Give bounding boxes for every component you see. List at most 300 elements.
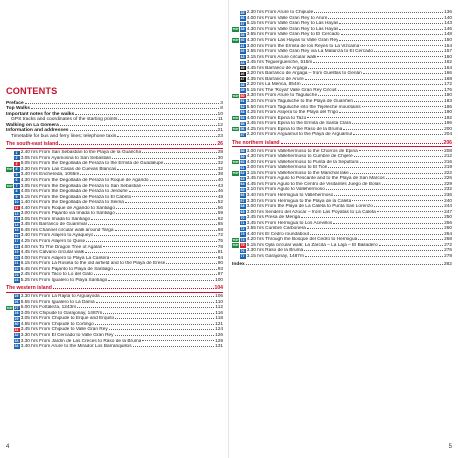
walk-page: 124 bbox=[215, 327, 223, 333]
entry-title: GPS tracks and coordinates of the starting points bbox=[11, 117, 118, 123]
leader-dots bbox=[359, 150, 443, 151]
walk-number-badge: 54 bbox=[240, 115, 245, 120]
top-badge-slot bbox=[232, 22, 239, 26]
walk-page: 28 bbox=[217, 150, 223, 156]
top-badge-slot bbox=[232, 11, 239, 15]
top-badge-slot bbox=[232, 105, 239, 109]
walk-number-badge: 58 bbox=[240, 148, 245, 153]
top-badge-slot bbox=[6, 156, 13, 160]
walk-number-badge: 22 bbox=[14, 267, 19, 272]
walk-number-badge: 15 bbox=[14, 228, 19, 233]
section-heading bbox=[232, 141, 452, 148]
walk-title: 3.30 hrs From Arure to Taguluche bbox=[246, 93, 318, 99]
leader-dots bbox=[125, 202, 217, 203]
top-badge: TOP bbox=[232, 237, 239, 242]
front-matter-entry[interactable] bbox=[6, 134, 223, 139]
top-badge-slot bbox=[6, 294, 13, 298]
index-entry[interactable] bbox=[232, 262, 452, 267]
walk-page: 276 bbox=[444, 248, 452, 254]
walk-number-badge: 5 bbox=[15, 172, 18, 177]
top-badge-slot bbox=[232, 238, 239, 242]
walk-number-badge: 77 bbox=[240, 254, 245, 259]
leader-dots bbox=[334, 195, 443, 196]
entry-page: 8 bbox=[220, 106, 223, 112]
walk-page: 75 bbox=[217, 238, 223, 244]
walk-title: 3.55 hrs Cumbre Carbonera bbox=[246, 226, 306, 232]
walk-page: 93 bbox=[217, 266, 223, 272]
leader-dots bbox=[25, 103, 220, 104]
leader-dots bbox=[358, 239, 443, 240]
walk-title: 3.55 hrs From Valle Gran Rey to El Cercado bbox=[246, 32, 340, 38]
walk-page: 172 bbox=[444, 82, 452, 88]
top-badge-slot bbox=[6, 162, 13, 166]
entry-page: 11 bbox=[217, 117, 223, 123]
walk-title: 3.00 hrs From Pajarito via Imada to Santiago bbox=[20, 211, 115, 217]
top-badge: TOP bbox=[232, 127, 239, 132]
walk-page: 212 bbox=[444, 154, 452, 160]
walk-number-badge: 46 bbox=[240, 71, 245, 76]
walk-title: 5.05 hrs From the Degollada de Peraza to the Ermita de Guadalupe bbox=[20, 161, 164, 167]
walk-page: 247 bbox=[444, 209, 452, 215]
leader-dots bbox=[103, 313, 214, 314]
top-badge-slot bbox=[232, 88, 239, 92]
walk-page: 129 bbox=[215, 338, 223, 344]
top-badge-slot bbox=[232, 99, 239, 103]
walk-title: 2.45 hrs From Taco to Lo del Gato bbox=[20, 272, 93, 278]
walk-title: 4.00 hrs From Vallehermoso to Punta de la Sepultura bbox=[246, 159, 359, 165]
walk-page: 272 bbox=[444, 242, 452, 248]
walk-number-badge: 48 bbox=[240, 82, 245, 87]
leader-dots bbox=[142, 152, 217, 153]
leader-dots bbox=[386, 178, 443, 179]
top-badge-slot bbox=[6, 167, 13, 171]
walk-page: 168 bbox=[444, 76, 452, 82]
leader-dots bbox=[313, 62, 443, 63]
walk-page: 157 bbox=[444, 49, 452, 55]
leader-dots bbox=[85, 252, 217, 253]
walk-number-badge: 43 bbox=[240, 54, 245, 59]
walk-number-badge: 32 bbox=[14, 333, 19, 338]
walk-number-badge: 55 bbox=[240, 121, 245, 126]
leader-dots bbox=[301, 217, 443, 218]
top-badge-slot bbox=[232, 204, 239, 208]
walk-title: 4.30 hrs From Las Hayas to Valle Gran Rey bbox=[246, 38, 339, 43]
walk-page: 154 bbox=[444, 43, 452, 49]
top-badge-slot bbox=[6, 250, 13, 254]
top-badge-slot bbox=[232, 44, 239, 48]
walk-page: 59 bbox=[217, 211, 223, 217]
leader-dots bbox=[75, 114, 216, 115]
walk-number-badge: 56 bbox=[240, 127, 245, 132]
walk-page: 240 bbox=[444, 198, 452, 204]
walk-number-badge: 37 bbox=[240, 21, 245, 26]
walk-page: 196 bbox=[444, 121, 452, 127]
walk-number-badge: 71 bbox=[240, 221, 245, 226]
top-badge: TOP bbox=[232, 27, 239, 32]
top-badge-slot bbox=[232, 166, 239, 170]
walk-page: 232 bbox=[444, 187, 452, 193]
walk-title: 4.20 hrs Through the Bosque del Cedro to Hermigua bbox=[246, 237, 358, 243]
walk-number-badge: 8 bbox=[15, 189, 18, 194]
walk-title: 3.30 hrs From El Cercado to Valle Gran Rey bbox=[20, 332, 114, 338]
walk-number-badge: 9 bbox=[15, 194, 18, 199]
entry-page: 10 bbox=[217, 111, 223, 117]
leader-dots bbox=[374, 51, 443, 52]
top-badge-slot bbox=[232, 254, 239, 258]
entry-title: Information and addresses bbox=[6, 128, 69, 134]
leader-dots bbox=[339, 112, 443, 113]
index-label: Index bbox=[232, 262, 245, 268]
top-badge-slot bbox=[232, 72, 239, 76]
walk-page: 68 bbox=[217, 227, 223, 233]
walk-number-badge: 31 bbox=[14, 327, 19, 332]
leader-dots bbox=[86, 241, 217, 242]
leader-dots bbox=[59, 144, 216, 145]
leader-dots bbox=[129, 191, 217, 192]
top-badge-slot bbox=[6, 322, 13, 326]
walk-page: 52 bbox=[217, 200, 223, 206]
leader-dots bbox=[94, 235, 216, 236]
leader-dots bbox=[339, 23, 443, 24]
walk-number-badge: 10 bbox=[14, 200, 19, 205]
walk-page: 219 bbox=[444, 165, 452, 171]
walk-page: 264 bbox=[444, 231, 452, 237]
walk-title: 6.45 hrs Channel circular walk around Targa bbox=[20, 227, 114, 233]
leader-dots bbox=[363, 73, 443, 74]
walk-number-badge: 25 bbox=[14, 294, 19, 299]
top-badge-slot bbox=[6, 261, 13, 265]
leader-dots bbox=[115, 335, 215, 336]
leader-dots bbox=[60, 125, 217, 126]
right-page bbox=[229, 0, 458, 458]
walk-title: 5.15 hrs From the Degollada de Peraza to El Cabrito bbox=[20, 194, 132, 200]
top-badge-slot bbox=[6, 195, 13, 199]
walk-number-badge: 51 bbox=[240, 99, 245, 104]
walk-title: 4.05 hrs From the Degollada de Peraza to Jerduñe bbox=[20, 189, 128, 195]
top-badge: TOP bbox=[232, 115, 239, 120]
walk-number-badge: 75 bbox=[240, 243, 245, 248]
top-badge-slot bbox=[6, 245, 13, 249]
walk-title: 4.55 hrs From Chipude to Cortingo bbox=[20, 321, 94, 327]
walk-page: 148 bbox=[444, 32, 452, 38]
walk-number-badge: 64 bbox=[240, 182, 245, 187]
walk-page: 236 bbox=[444, 193, 452, 199]
walk-number-badge: 2 bbox=[15, 156, 18, 161]
leader-dots bbox=[314, 12, 443, 13]
top-badge-slot bbox=[6, 228, 13, 232]
walk-page: 204 bbox=[444, 132, 452, 138]
leader-dots bbox=[96, 302, 215, 303]
walk-number-badge: 1 bbox=[15, 150, 18, 155]
leader-dots bbox=[132, 196, 216, 197]
walk-number-badge: 38 bbox=[240, 27, 245, 32]
leader-dots bbox=[142, 340, 214, 341]
leader-dots bbox=[338, 90, 444, 91]
section-heading-page: 206 bbox=[443, 139, 452, 146]
leader-dots bbox=[326, 189, 443, 190]
walk-title: 5.55 hrs From Igualero to La Dama bbox=[20, 299, 95, 305]
top-badge-slot bbox=[232, 210, 239, 214]
walk-title: 4.40 hrs From Roque de Agando to Santiago bbox=[20, 205, 115, 211]
walk-number-badge: 61 bbox=[240, 165, 245, 170]
walk-page: 81 bbox=[217, 250, 223, 256]
walk-title: 3.00 hrs From Vallehermoso to the Chorros de Epina bbox=[246, 148, 358, 154]
walk-page: 65 bbox=[217, 222, 223, 228]
leader-dots bbox=[305, 79, 443, 80]
index-page: 282 bbox=[443, 262, 452, 268]
leader-dots bbox=[166, 263, 216, 264]
walk-page: 110 bbox=[215, 299, 223, 305]
top-badge-slot bbox=[232, 94, 239, 98]
walk-entry[interactable] bbox=[232, 132, 452, 138]
walk-title: 5.15 hrs Ojila circular walk: La Zarcita – La Laja – El Bailadero bbox=[246, 242, 378, 248]
walk-title: 5.25 hrs From Igualero to Playa Santiago bbox=[20, 277, 108, 283]
walk-page: 208 bbox=[444, 148, 452, 154]
leader-dots bbox=[109, 329, 214, 330]
leader-dots bbox=[304, 250, 443, 251]
walk-number-badge: 40 bbox=[240, 38, 245, 43]
leader-dots bbox=[53, 288, 214, 289]
leader-dots bbox=[117, 136, 216, 137]
top-badge-slot bbox=[6, 173, 13, 177]
contents-section bbox=[6, 286, 223, 349]
leader-dots bbox=[116, 213, 217, 214]
walk-page: 43 bbox=[217, 183, 223, 189]
leader-dots bbox=[117, 169, 216, 170]
leader-dots bbox=[95, 324, 214, 325]
walk-number-badge: 62 bbox=[240, 171, 245, 176]
leader-dots bbox=[302, 84, 444, 85]
northern-walk-list bbox=[232, 148, 452, 259]
walk-number-badge: 41 bbox=[240, 43, 245, 48]
walk-number-badge: 18 bbox=[14, 244, 19, 249]
top-badge-slot bbox=[6, 189, 13, 193]
top-badge-slot bbox=[232, 122, 239, 126]
leader-dots bbox=[339, 29, 443, 30]
top-badge-slot bbox=[6, 178, 13, 182]
walk-title: 3.20 hrs Barranco de Argaga – from Guelltas to Gerián bbox=[246, 71, 362, 77]
walk-title: 3.45 hrs From Epina to the Ermita de Santa Clara bbox=[246, 121, 351, 127]
leader-dots bbox=[116, 208, 217, 209]
walk-number-badge: 66 bbox=[240, 193, 245, 198]
leader-dots bbox=[339, 40, 443, 41]
walk-page: 229 bbox=[444, 181, 452, 187]
top-badge: TOP bbox=[232, 243, 239, 248]
walk-page: 183 bbox=[444, 99, 452, 105]
walk-number-badge: 27 bbox=[14, 305, 19, 310]
walk-page: 260 bbox=[444, 226, 452, 232]
leader-dots bbox=[94, 274, 217, 275]
leader-dots bbox=[382, 184, 443, 185]
walk-title: 4.40 hrs El Cedro roundabout bbox=[246, 231, 310, 237]
leader-dots bbox=[379, 245, 443, 246]
walk-title: 3.20 hrs From Taguluche to the Playa de Guariñen bbox=[246, 99, 354, 105]
walk-title: 3.15 hrs Garajonay, 1487m bbox=[246, 254, 304, 260]
section-northern-island bbox=[232, 141, 452, 260]
top-badge-slot bbox=[6, 200, 13, 204]
top-badge-slot bbox=[232, 83, 239, 87]
leader-dots bbox=[350, 173, 443, 174]
walk-title: 4.30 hrs From the Degollada de Peraza to Roque de Agando bbox=[20, 177, 149, 183]
top-badge-slot bbox=[232, 133, 239, 137]
walk-page: 140 bbox=[444, 15, 452, 21]
walk-number-badge: 11 bbox=[14, 206, 19, 211]
leader-dots bbox=[281, 143, 443, 144]
walk-title: 3.05 hrs Chipude to Garajonay, 1487m bbox=[20, 310, 103, 316]
top-badge-slot bbox=[6, 344, 13, 348]
walk-number-badge: 6 bbox=[15, 178, 18, 183]
walk-page: 136 bbox=[444, 10, 452, 16]
section-heading-page: 26 bbox=[217, 141, 223, 148]
leader-dots bbox=[88, 224, 216, 225]
entry-title: Preface bbox=[6, 101, 24, 106]
walk-page: 126 bbox=[215, 332, 223, 338]
section-heading-text: The northern island bbox=[232, 139, 280, 146]
leader-dots bbox=[77, 307, 214, 308]
walk-title: 3.40 hrs Enchereda, 1065m bbox=[20, 172, 80, 178]
walk-title: 4.45 hrs From Agulo to the Centro de Visitantes Juego de Bolas bbox=[246, 181, 381, 187]
walk-title: 2.20 hrs From Arguamul to the Playa de Arguamul bbox=[246, 132, 353, 138]
top-badge-slot bbox=[6, 300, 13, 304]
walk-page: 256 bbox=[444, 220, 452, 226]
walk-title: 4.35 hrs Barranco de Arure bbox=[246, 76, 304, 82]
top-badge-slot bbox=[232, 16, 239, 20]
top-badge-slot bbox=[232, 149, 239, 153]
leader-dots bbox=[91, 219, 217, 220]
contents-section bbox=[6, 142, 223, 283]
walk-number-badge: 63 bbox=[240, 176, 245, 181]
leader-dots bbox=[112, 158, 217, 159]
leader-dots bbox=[353, 134, 443, 135]
walk-number-badge: 26 bbox=[14, 300, 19, 305]
walk-page: 46 bbox=[217, 189, 223, 195]
leader-dots bbox=[333, 223, 443, 224]
walk-page: 100 bbox=[215, 277, 223, 283]
top-badge-slot bbox=[232, 177, 239, 181]
left-sections bbox=[6, 142, 223, 349]
walk-title: 3.30 hrs From Jardín de Las Creces to Raso de la Bruma bbox=[20, 338, 142, 344]
walk-title: 6.15 hrs From La Roseta to the old airfield and to the Playa de Erese bbox=[20, 261, 166, 267]
walk-number-badge: 74 bbox=[240, 237, 245, 242]
entry-page: 23 bbox=[217, 133, 223, 139]
leader-dots bbox=[343, 129, 443, 130]
walk-title: 3.05 hrs From Imada to Santiago bbox=[20, 216, 91, 222]
walk-page: 112 bbox=[215, 305, 223, 311]
walk-title: 3.40 hrs From Alajeró to Ayaqueyó bbox=[20, 233, 94, 239]
walk-title: 3.10 hrs From Agulo to Vallehermoso bbox=[246, 187, 325, 193]
walk-number-badge: 14 bbox=[14, 222, 19, 227]
walk-title: 4.00 hrs From Valle Gran Rey to Arure bbox=[246, 15, 328, 21]
walk-number-badge: 53 bbox=[240, 110, 245, 115]
walk-page: 131 bbox=[215, 344, 223, 350]
walk-title: 3.45 hrs Teguerguenche, 515m bbox=[246, 60, 313, 66]
walk-number-badge: 39 bbox=[240, 32, 245, 37]
walk-title: 4.30 hrs From Valle Gran Rey to Las Hayas bbox=[246, 26, 339, 32]
walk-number-badge: 49 bbox=[240, 88, 245, 93]
walk-number-badge: 42 bbox=[240, 49, 245, 54]
walk-number-badge: 21 bbox=[14, 261, 19, 266]
walk-title: 4.30 hrs From Vallehermoso to Cumbre de Chijeré bbox=[246, 154, 353, 160]
top-badge: TOP bbox=[6, 305, 13, 310]
entry-title: Timetable for bus and ferry lines; telephone taxis bbox=[11, 133, 117, 139]
walk-number-badge: 67 bbox=[240, 198, 245, 203]
walk-number-badge: 73 bbox=[240, 232, 245, 237]
top-badge-slot bbox=[232, 49, 239, 53]
walk-page: 190 bbox=[444, 110, 452, 116]
top-badge-slot bbox=[232, 27, 239, 31]
leader-dots bbox=[377, 211, 443, 212]
leader-dots bbox=[70, 130, 217, 131]
section-heading[interactable] bbox=[6, 286, 223, 293]
page-number-left: 4 bbox=[6, 444, 10, 450]
walk-number-badge: 19 bbox=[14, 250, 19, 255]
walk-page: 78 bbox=[217, 244, 223, 250]
leader-dots bbox=[80, 174, 216, 175]
walk-title: 3.30 hrs From Las Casas de Cuevas Blancas bbox=[20, 166, 117, 172]
walk-title: 4.45 hrs Calvario circular walk bbox=[20, 250, 85, 256]
walk-title: 3.15 hrs From Arure circular walk bbox=[246, 54, 317, 60]
walk-entry[interactable] bbox=[6, 278, 223, 284]
walk-page: 106 bbox=[215, 294, 223, 300]
walk-title: 5.50 hrs From Taguluche into the Tejeleche mountains bbox=[246, 104, 361, 110]
top-badge-slot bbox=[232, 232, 239, 236]
walk-title: 6.45 hrs From Pajarito to Playa de Santiago bbox=[20, 266, 113, 272]
leader-dots bbox=[114, 269, 217, 270]
walk-page: 278 bbox=[444, 254, 452, 260]
top-badge-slot bbox=[6, 239, 13, 243]
walk-page: 97 bbox=[217, 272, 223, 278]
walk-title: 3.15 hrs From Vallehermoso to the Marichal lake bbox=[246, 170, 349, 176]
walk-page: 176 bbox=[444, 87, 452, 93]
walk-number-badge: 44 bbox=[240, 60, 245, 65]
top-badge: TOP bbox=[6, 167, 13, 172]
walk-page: 62 bbox=[217, 216, 223, 222]
top-badge: TOP bbox=[6, 183, 13, 188]
walk-number-badge: 29 bbox=[14, 316, 19, 321]
section-heading[interactable] bbox=[6, 142, 223, 149]
walk-title: 5.00 hrs Fortaleza, 1243m bbox=[20, 305, 77, 311]
walk-title: 4.25 hrs From Epina to the Raso de la Bruma bbox=[246, 126, 343, 132]
walk-number-badge: 72 bbox=[240, 226, 245, 231]
top-badge-slot bbox=[232, 199, 239, 203]
top-badge: TOP bbox=[232, 93, 239, 98]
walk-page: 192 bbox=[444, 115, 452, 121]
walk-entry[interactable] bbox=[6, 344, 223, 350]
walk-title: 3.45 hrs From Agulo to Pescante and to the Playa de San Marcos bbox=[246, 176, 385, 182]
walk-page: 56 bbox=[217, 205, 223, 211]
top-badge-slot bbox=[232, 38, 239, 42]
leader-dots bbox=[352, 200, 443, 201]
walk-page: 121 bbox=[215, 321, 223, 327]
section-heading-page: 104 bbox=[214, 285, 223, 292]
walk-title: 4.00 hrs From Epina to Tazo bbox=[246, 115, 307, 121]
top-badge: TOP bbox=[232, 160, 239, 165]
top-badge-slot bbox=[6, 234, 13, 238]
top-badge-slot bbox=[232, 182, 239, 186]
leader-dots bbox=[360, 45, 443, 46]
walk-title: 3.05 hrs From Chipude to Erque and Erquito bbox=[20, 316, 115, 322]
entry-title: Walking on La Gomera bbox=[6, 122, 59, 128]
walk-number-badge: 35 bbox=[240, 10, 245, 15]
walk-page: 30 bbox=[217, 155, 223, 161]
leader-dots bbox=[142, 185, 216, 186]
walk-page: 32 bbox=[217, 161, 223, 167]
walk-title: 4.25 hrs From Alajeró to Quise bbox=[20, 238, 86, 244]
top-badge-slot bbox=[232, 243, 239, 247]
walk-number-badge: 4 bbox=[15, 167, 18, 172]
walk-page: 90 bbox=[217, 261, 223, 267]
walk-title: 3.00 hrs From the Playa de La Caleta to Punta San Lorenzo bbox=[246, 204, 373, 210]
